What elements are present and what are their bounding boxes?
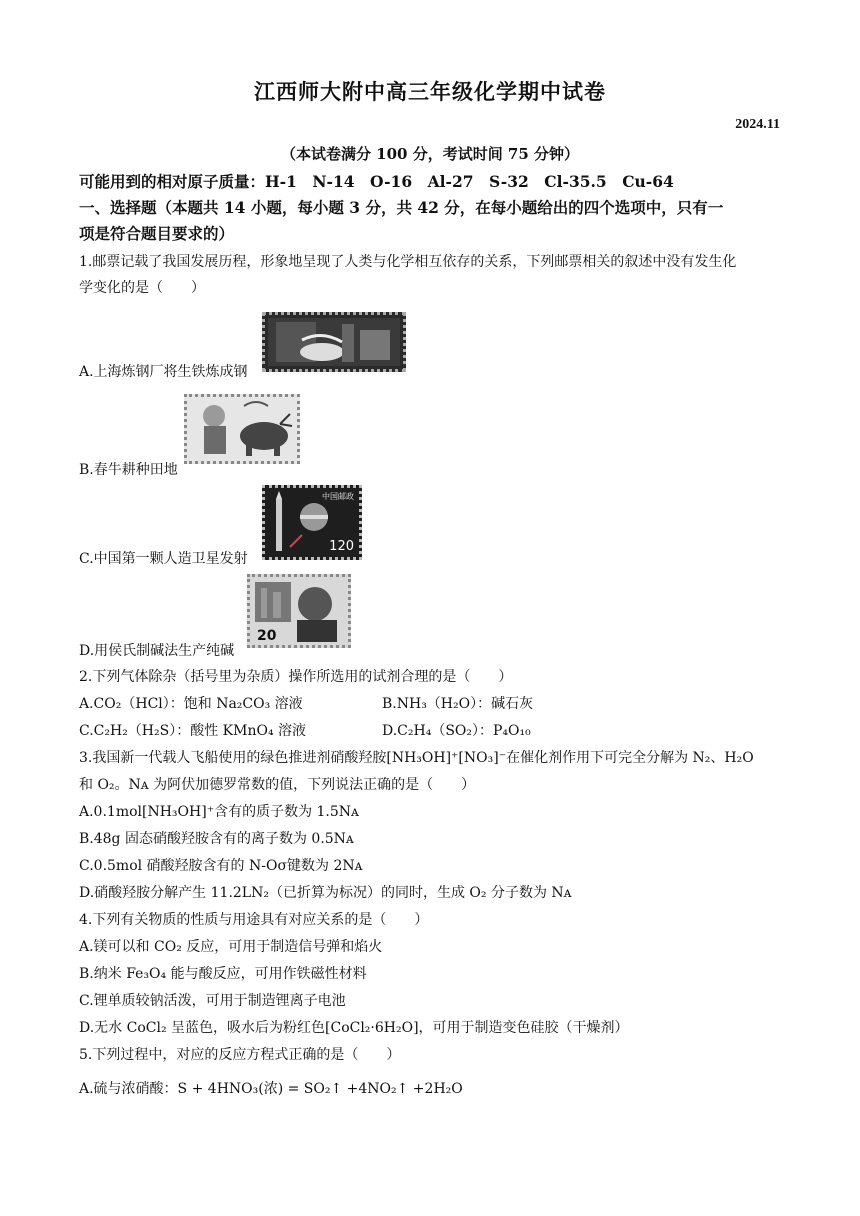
q2-option-c: C.C₂H₂（H₂S）：酸性 KMnO₄ 溶液 [79, 723, 307, 739]
q1-option-b: B.春牛耕种田地 [79, 462, 178, 478]
q1-stem-line1: 1.邮票记载了我国发展历程，形象地呈现了人类与化学相互依存的关系，下列邮票相关的叙述中没有发生化 [79, 254, 737, 270]
exam-subtitle: （本试卷满分 100 分，考试时间 75 分钟） [280, 145, 580, 163]
stamp-portrait-image [247, 574, 351, 648]
q1-option-d: D.用侯氏制碱法生产纯碱 [79, 643, 235, 659]
q4-option-c: C.锂单质较钠活泼，可用于制造锂离子电池 [79, 993, 346, 1009]
q1-option-a: A.上海炼钢厂将生铁炼成钢 [79, 364, 248, 380]
q2-option-b: B.NH₃（H₂O）：碱石灰 [382, 696, 534, 712]
q3-stem-line2: 和 O₂。Nᴀ 为阿伏加德罗常数的值，下列说法正确的是（ ） [79, 777, 476, 793]
section-heading-line1: 一、选择题（本题共 14 小题，每小题 3 分，共 42 分，在每小题给出的四个选项中，只有一 [79, 198, 724, 217]
q1-stem-line2: 学变化的是（ ） [79, 280, 205, 296]
q2-option-a: A.CO₂（HCl）：饱和 Na₂CO₃ 溶液 [79, 696, 303, 712]
q3-option-b: B.48g 固态硝酸羟胺含有的离子数为 0.5Nᴀ [79, 831, 354, 847]
q4-option-b: B.纳米 Fe₃O₄ 能与酸反应，可用作铁磁性材料 [79, 966, 367, 982]
q5-option-a: A.硫与浓硝酸：S + 4HNO₃(浓) = SO₂↑ +4NO₂↑ +2H₂O [79, 1081, 463, 1097]
q2-option-d: D.C₂H₄（SO₂）：P₄O₁₀ [382, 723, 531, 739]
stamp-satellite-image [262, 485, 362, 560]
stamp-c-country: 中国邮政 [322, 492, 354, 501]
q3-option-a: A.0.1mol[NH₃OH]⁺含有的质子数为 1.5Nᴀ [79, 804, 359, 820]
q3-option-c: C.0.5mol 硝酸羟胺含有的 N-Oσ键数为 2Nᴀ [79, 858, 363, 874]
atomic-masses: 可能用到的相对原子质量：H-1 N-14 O-16 Al-27 S-32 Cl-35.5 Cu-64 [79, 172, 674, 191]
q4-option-d: D.无水 CoCl₂ 呈蓝色，吸水后为粉红色[CoCl₂·6H₂O]，可用于制造变色硅胶（干燥剂） [79, 1020, 629, 1036]
q3-stem-line1: 3.我国新一代载人飞船使用的绿色推进剂硝酸羟胺[NH₃OH]⁺[NO₃]⁻在催化剂作用下可完全分解为 N₂、H₂O [79, 750, 754, 766]
q4-option-a: A.镁可以和 CO₂ 反应，可用于制造信号弹和焰火 [79, 939, 383, 955]
q5-stem: 5.下列过程中，对应的反应方程式正确的是（ ） [79, 1047, 401, 1063]
stamp-c-value: 120 [329, 539, 354, 554]
q4-stem: 4.下列有关物质的性质与用途具有对应关系的是（ ） [79, 912, 429, 928]
q2-stem: 2.下列气体除杂（括号里为杂质）操作所选用的试剂合理的是（ ） [79, 669, 513, 685]
section-heading-line2: 项是符合题目要求的） [79, 224, 235, 243]
q3-option-d: D.硝酸羟胺分解产生 11.2LN₂（已折算为标况）的同时，生成 O₂ 分子数为 Nᴀ [79, 885, 572, 901]
stamp-ox-image [184, 394, 300, 464]
exam-title: 江西师大附中高三年级化学期中试卷 [254, 79, 606, 104]
stamp-steel-image [262, 312, 406, 372]
exam-date: 2024.11 [735, 117, 780, 132]
stamp-d-value: 20 [257, 628, 277, 644]
q1-option-c: C.中国第一颗人造卫星发射 [79, 551, 248, 567]
